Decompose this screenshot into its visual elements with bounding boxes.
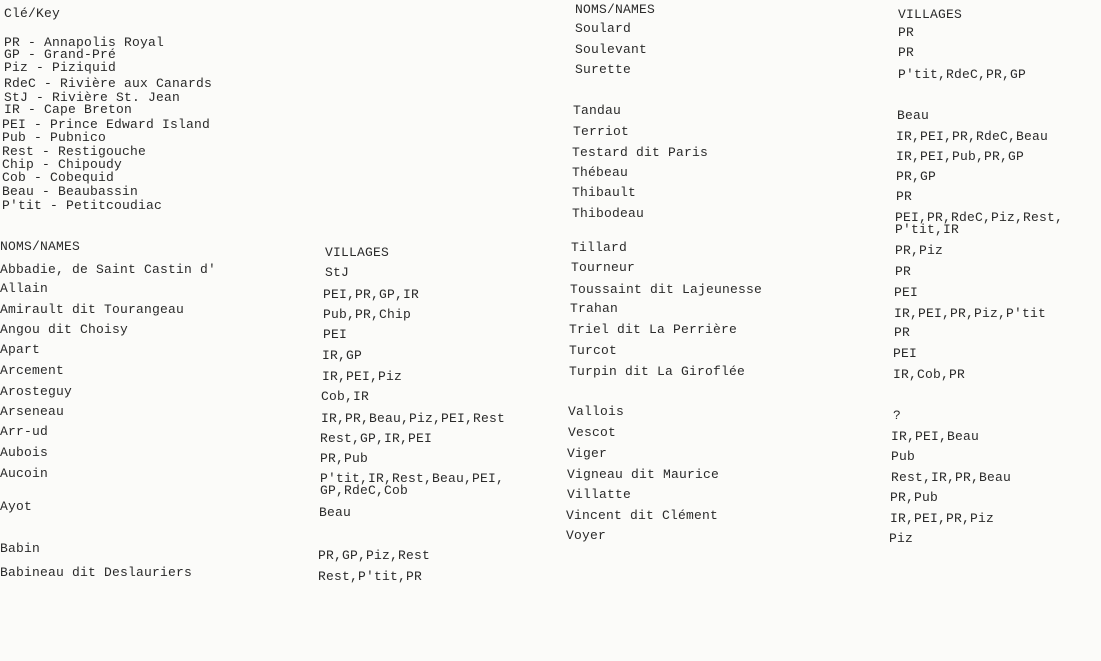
village-list: IR,PEI,PR,Piz,P'tit xyxy=(894,306,1047,321)
village-list: IR,PEI,Beau xyxy=(891,429,980,444)
surname: Thibodeau xyxy=(572,206,645,221)
village-list: Rest,GP,IR,PEI xyxy=(320,431,433,446)
village-list: Pub xyxy=(891,449,916,464)
village-list: Cob,IR xyxy=(321,389,370,404)
surname: Thibault xyxy=(572,185,637,200)
village-list: PEI xyxy=(894,285,919,300)
surname: Thébeau xyxy=(572,165,629,180)
key-entry: Cob - Cobequid xyxy=(2,170,115,185)
surname: Amirault dit Tourangeau xyxy=(0,302,185,317)
key-entry: Rest - Restigouche xyxy=(2,144,147,159)
village-list: IR,PEI,PR,Piz xyxy=(890,511,995,526)
key-entry: Beau - Beaubassin xyxy=(2,184,139,199)
surname: Babin xyxy=(0,541,41,556)
key-title: Clé/Key xyxy=(4,6,61,21)
key-entry: Chip - Chipoudy xyxy=(2,157,123,172)
village-list: PR xyxy=(894,325,911,340)
village-list: IR,GP xyxy=(322,348,363,363)
names-header: NOMS/NAMES xyxy=(0,239,81,254)
surname: Turpin dit La Giroflée xyxy=(569,364,746,379)
key-entry: P'tit - Petitcoudiac xyxy=(2,198,163,213)
village-list: PEI xyxy=(893,346,918,361)
village-list: PR,GP xyxy=(896,169,937,184)
surname: Villatte xyxy=(567,487,632,502)
key-entry: StJ - Rivière St. Jean xyxy=(4,90,181,105)
surname: Tillard xyxy=(571,240,628,255)
villages-header: VILLAGES xyxy=(325,245,390,260)
surname: Ayot xyxy=(0,499,33,514)
village-list: IR,Cob,PR xyxy=(893,367,966,382)
surname: Vincent dit Clément xyxy=(566,508,719,523)
key-entry: Piz - Piziquid xyxy=(4,60,117,75)
surname: Testard dit Paris xyxy=(572,145,709,160)
surname: Viger xyxy=(567,446,608,461)
surname: Tandau xyxy=(573,103,622,118)
surname: Triel dit La Perrière xyxy=(569,322,738,337)
village-list: Beau xyxy=(319,505,352,520)
village-list: PR,Pub xyxy=(320,451,369,466)
village-list: PR xyxy=(895,264,912,279)
surname: Vescot xyxy=(568,425,617,440)
village-list: Pub,PR,Chip xyxy=(323,307,412,322)
surname: Terriot xyxy=(573,124,630,139)
surname: Aucoin xyxy=(0,466,49,481)
surname: Toussaint dit Lajeunesse xyxy=(570,282,763,297)
surname: Soulard xyxy=(575,21,632,36)
village-list: PEI,PR,GP,IR xyxy=(323,287,420,302)
surname: Apart xyxy=(0,342,41,357)
surname: Arr-ud xyxy=(0,424,49,439)
villages-header: VILLAGES xyxy=(898,7,963,22)
key-entry: GP - Grand-Pré xyxy=(4,47,117,62)
village-list: IR,PR,Beau,Piz,PEI,Rest xyxy=(321,411,506,426)
village-list: IR,PEI,Piz xyxy=(322,369,403,384)
surname: Allain xyxy=(0,281,49,296)
village-list: PR,GP,Piz,Rest xyxy=(318,548,431,563)
village-list: P'tit,RdeC,PR,GP xyxy=(898,67,1027,82)
surname: Vigneau dit Maurice xyxy=(567,467,720,482)
surname: Aubois xyxy=(0,445,49,460)
village-list: PR,Pub xyxy=(890,490,939,505)
village-list: Rest,IR,PR,Beau xyxy=(891,470,1012,485)
village-list: PR xyxy=(898,25,915,40)
surname: Soulevant xyxy=(575,42,648,57)
surname: Babineau dit Deslauriers xyxy=(0,565,193,580)
village-list: Piz xyxy=(889,531,914,546)
village-list: Beau xyxy=(897,108,930,123)
surname: Angou dit Choisy xyxy=(0,322,129,337)
key-entry: PEI - Prince Edward Island xyxy=(2,117,211,132)
village-list: StJ xyxy=(325,265,350,280)
village-list: PR,Piz xyxy=(895,243,944,258)
key-entry: IR - Cape Breton xyxy=(4,102,133,117)
village-list: ? xyxy=(893,408,902,423)
surname: Surette xyxy=(575,62,632,77)
surname: Trahan xyxy=(570,301,619,316)
surname: Vallois xyxy=(568,404,625,419)
village-list: IR,PEI,PR,RdeC,Beau xyxy=(896,129,1049,144)
key-entry: RdeC - Rivière aux Canards xyxy=(4,76,213,91)
key-entry: PR - Annapolis Royal xyxy=(4,35,165,50)
village-list: PR xyxy=(898,45,915,60)
surname: Voyer xyxy=(566,528,607,543)
village-list: P'tit,IR,Rest,Beau,PEI, GP,RdeC,Cob xyxy=(320,471,505,498)
key-entry: Pub - Pubnico xyxy=(2,130,107,145)
surname: Turcot xyxy=(569,343,618,358)
village-list: IR,PEI,Pub,PR,GP xyxy=(896,149,1025,164)
surname: Arseneau xyxy=(0,404,65,419)
village-list: PEI,PR,RdeC,Piz,Rest, P'tit,IR xyxy=(895,210,1064,237)
village-list: Rest,P'tit,PR xyxy=(318,569,423,584)
village-list: PR xyxy=(896,189,913,204)
surname: Arcement xyxy=(0,363,65,378)
village-list: PEI xyxy=(323,327,348,342)
surname: Tourneur xyxy=(571,260,636,275)
surname: Abbadie, de Saint Castin d' xyxy=(0,262,217,277)
names-header: NOMS/NAMES xyxy=(575,2,656,17)
surname: Arosteguy xyxy=(0,384,73,399)
